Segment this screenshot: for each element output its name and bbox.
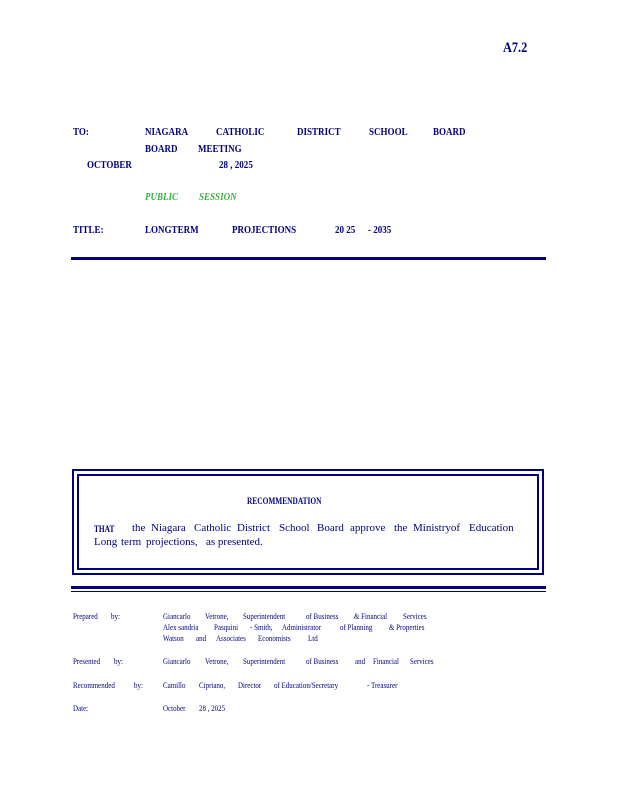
meeting-day: 28 , 2025 [219, 159, 253, 171]
date-value-1: October [163, 703, 186, 713]
to-line2-word-1: BOARD [145, 143, 178, 155]
title-word-3: 20 25 [335, 224, 356, 236]
to-word-2: CATHOLIC [216, 126, 265, 138]
rec-word-5: School [279, 522, 310, 534]
rec-line2-word-3: projections, [146, 536, 198, 548]
meeting-month: OCTOBER [87, 159, 132, 171]
prepared-1-w3: Superintendent [243, 611, 286, 621]
recommendation-that: THAT [94, 524, 115, 534]
prepared-3-w3: Associates [216, 633, 246, 643]
to-word-4: SCHOOL [369, 126, 408, 138]
date-value-2: 28 , 2025 [199, 703, 226, 713]
prepared-3-w5: Ltd [308, 633, 318, 643]
rec-word-9: Ministryof [413, 522, 461, 534]
recommended-1-w4: of Education/Secretary [274, 680, 339, 690]
footer-divider-1 [71, 586, 546, 589]
presented-label-2: by: [114, 656, 123, 666]
prepared-1-w6: Services [403, 611, 427, 621]
presented-1-w1: Giancarlo [163, 656, 191, 666]
rec-word-10: Education [469, 522, 514, 534]
presented-1-w4: of Business [306, 656, 339, 666]
to-word-5: BOARD [433, 126, 466, 138]
prepared-1-w2: Vetrone, [205, 611, 229, 621]
prepared-label-1: Prepared [73, 611, 98, 621]
date-label: Date: [73, 703, 89, 713]
title-word-2: PROJECTIONS [232, 224, 297, 236]
rec-word-8: the [394, 522, 408, 534]
session-word-2: SESSION [199, 191, 237, 203]
prepared-label-2: by: [111, 611, 120, 621]
recommended-1-w5: - Treasurer [367, 680, 398, 690]
prepared-2-w3: - Smith, [250, 622, 273, 632]
prepared-1-w5: & Financial [354, 611, 388, 621]
title-word-1: LONGTERM [145, 224, 199, 236]
document-code: A7.2 [503, 40, 528, 56]
recommendation-heading: RECOMMENDATION [247, 496, 322, 506]
session-word-1: PUBLIC [145, 191, 179, 203]
prepared-2-w1: Alex sandria [163, 622, 199, 632]
footer-divider-2 [71, 591, 546, 592]
presented-1-w6: Financial [373, 656, 399, 666]
prepared-1-w4: of Business [306, 611, 339, 621]
rec-line2-word-4: as presented. [206, 536, 263, 548]
rec-line2-word-2: term [121, 536, 142, 548]
presented-1-w2: Vetrone, [205, 656, 229, 666]
rec-word-7: approve [350, 522, 386, 534]
to-label: TO: [73, 126, 89, 138]
recommended-label-2: by: [134, 680, 143, 690]
title-label: TITLE: [73, 224, 104, 236]
prepared-2-w2: Pasquini [214, 622, 239, 632]
rec-word-3: Catholic [194, 522, 232, 534]
presented-1-w7: Services [410, 656, 434, 666]
rec-word-6: Board [317, 522, 344, 534]
presented-label-1: Presented [73, 656, 101, 666]
prepared-3-w2: and [196, 633, 207, 643]
header-divider [71, 257, 546, 260]
rec-word-1: the [132, 522, 146, 534]
rec-word-4: District [237, 522, 270, 534]
recommended-1-w2: Cipriano, [199, 680, 226, 690]
recommended-1-w3: Director [238, 680, 262, 690]
presented-1-w5: and [355, 656, 366, 666]
title-word-4: - 2035 [368, 224, 392, 236]
prepared-2-w4: Administrator [282, 622, 322, 632]
recommended-1-w1: Camillo [163, 680, 186, 690]
presented-1-w3: Superintendent [243, 656, 286, 666]
prepared-3-w4: Economists [258, 633, 291, 643]
prepared-1-w1: Giancarlo [163, 611, 191, 621]
rec-line2-word-1: Long [94, 536, 118, 548]
to-word-3: DISTRICT [297, 126, 341, 138]
prepared-2-w5: of Planning [340, 622, 373, 632]
to-word-1: NIAGARA [145, 126, 189, 138]
recommended-label-1: Recommended [73, 680, 115, 690]
to-line2-word-2: MEETING [198, 143, 242, 155]
rec-word-2: Niagara [151, 522, 186, 534]
prepared-3-w1: Watson [163, 633, 184, 643]
prepared-2-w6: & Properties [389, 622, 425, 632]
